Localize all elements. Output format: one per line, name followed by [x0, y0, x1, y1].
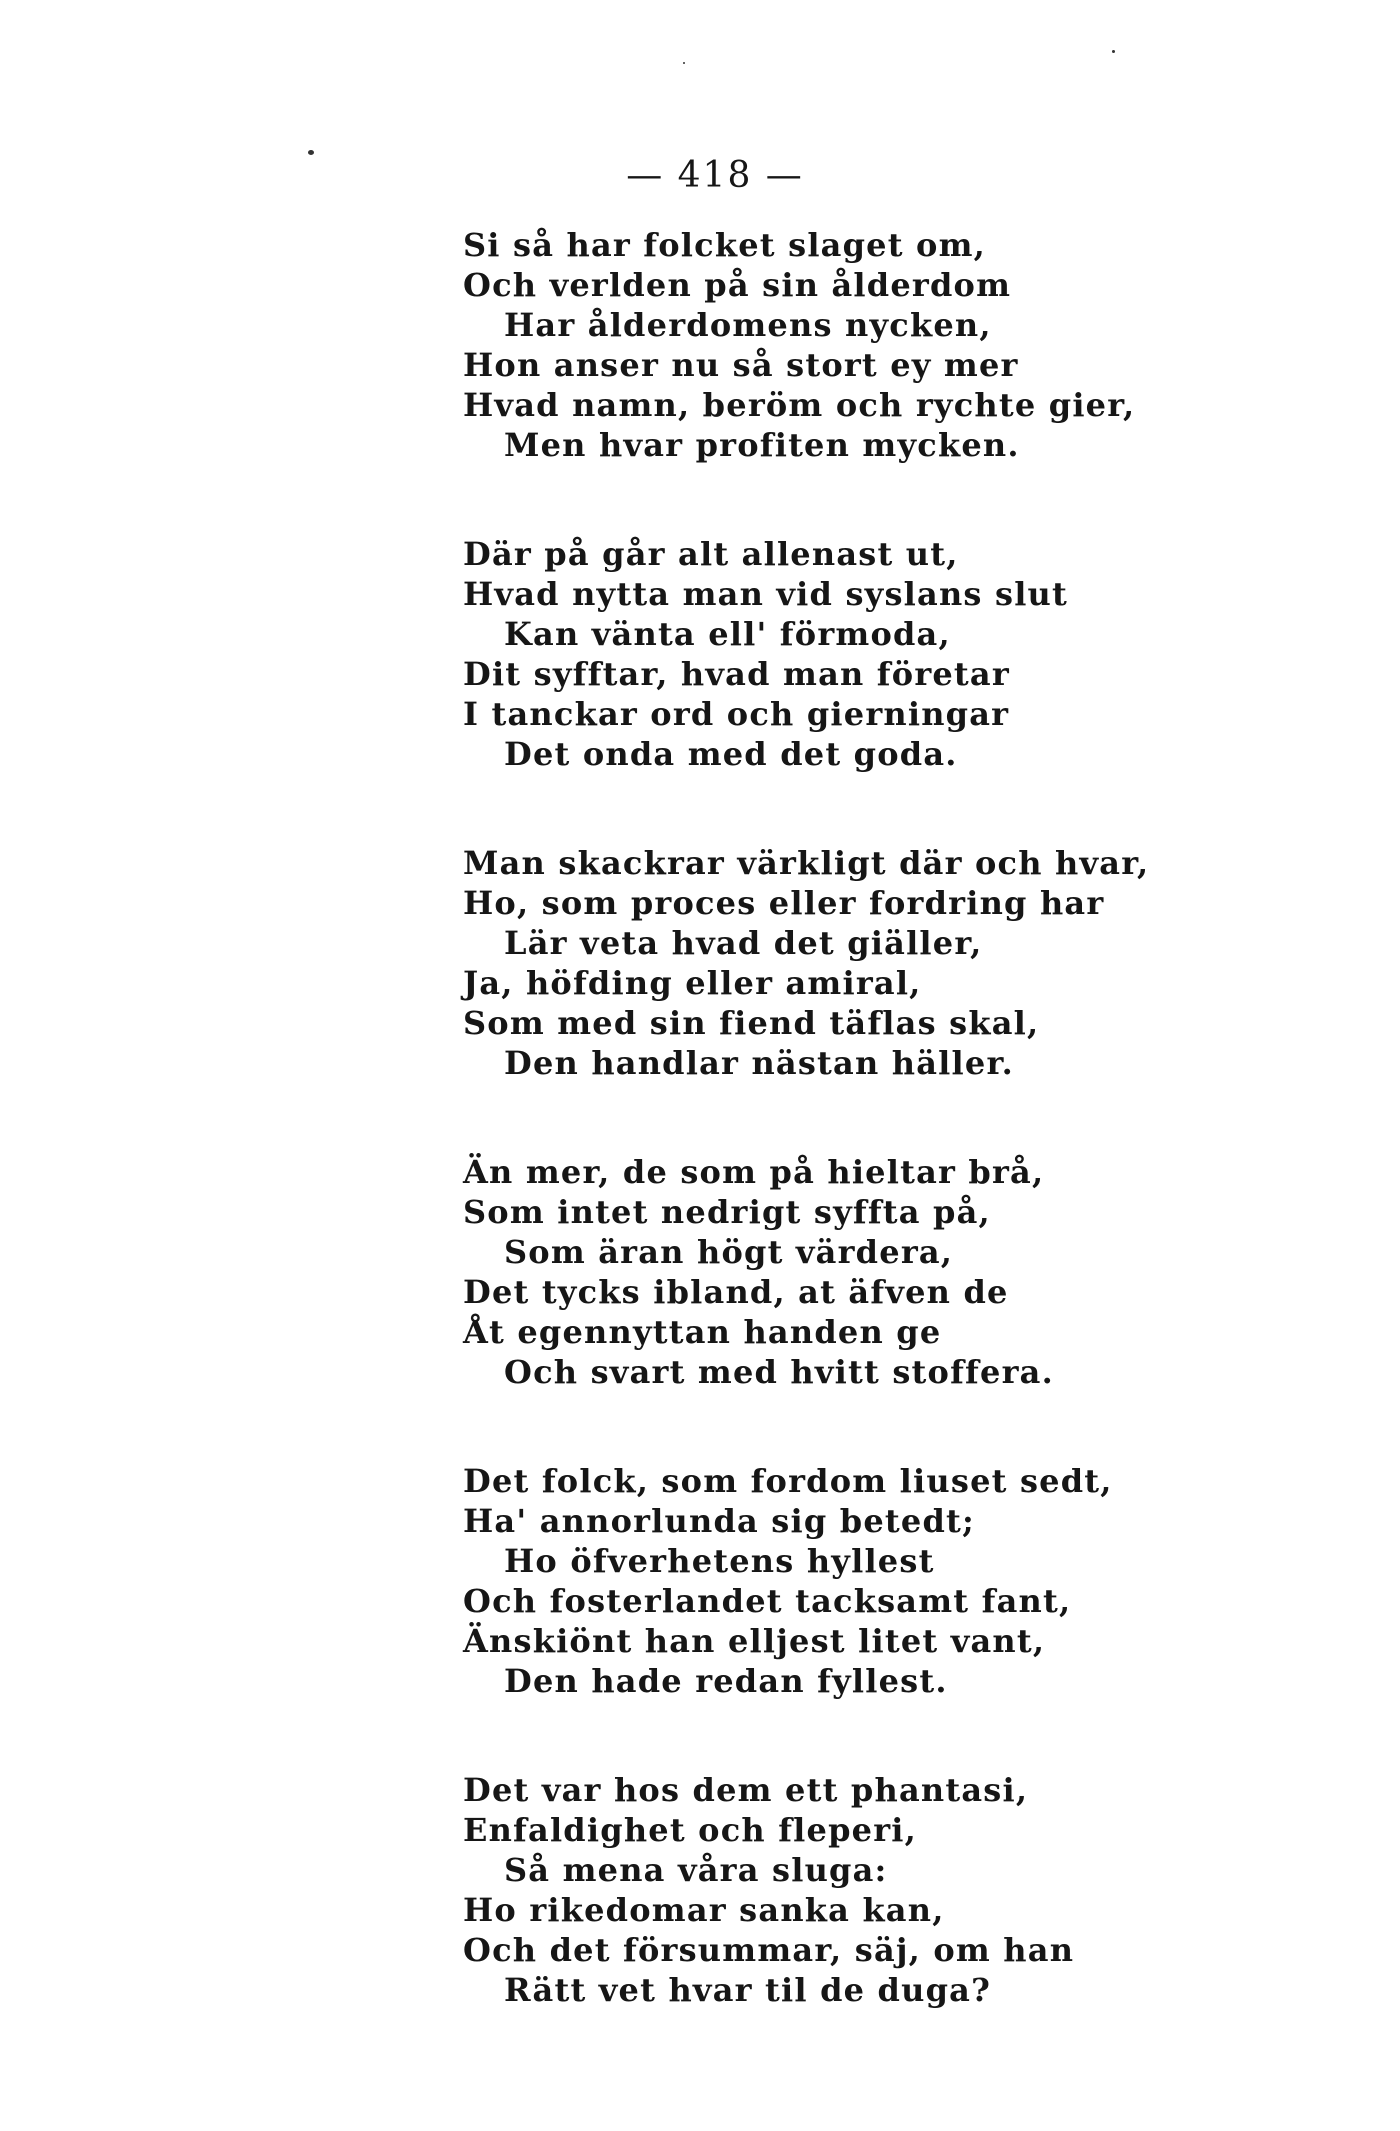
page-number: — 418 — [626, 155, 804, 196]
poem-line: Och verlden på sin ålderdom [463, 266, 1012, 304]
poem-line: Rätt vet hvar til de duga? [504, 1971, 992, 2009]
poem-line: Än mer, de som på hieltar brå, [463, 1153, 1045, 1191]
poem-line: Och fosterlandet tacksamt fant, [463, 1582, 1072, 1620]
stanza-4 [463, 1152, 1363, 1392]
poem-line: Det folck, som fordom liuset sedt, [463, 1462, 1113, 1500]
stanza-1 [463, 225, 1363, 465]
poem-line: I tanckar ord och gierningar [463, 695, 1010, 733]
poem-line: Hon anser nu så stort ey mer [463, 346, 1019, 384]
poem-line: Åt egennyttan handen ge [463, 1313, 942, 1351]
poem-line: Och svart med hvitt stoffera. [504, 1353, 1054, 1391]
poem [463, 225, 1363, 2079]
poem-line: Som med sin fiend täflas skal, [463, 1004, 1040, 1042]
poem-line: Lär veta hvad det giäller, [504, 924, 983, 962]
poem-line: Har ålderdomens nycken, [504, 306, 992, 344]
stanza-5 [463, 1461, 1363, 1701]
poem-line: Ho öfverhetens hyllest [504, 1542, 935, 1580]
poem-line: Den hade redan fyllest. [504, 1662, 948, 1700]
poem-line: Man skackrar värkligt där och hvar, [463, 844, 1150, 882]
poem-line: Kan vänta ell' förmoda, [504, 615, 951, 653]
poem-line: Si så har folcket slaget om, [463, 226, 987, 264]
poem-line: Ja, höfding eller amiral, [463, 964, 922, 1002]
print-speck [1112, 50, 1115, 53]
poem-line: Som intet nedrigt syffta på, [463, 1193, 991, 1231]
poem-line: Som äran högt värdera, [504, 1233, 954, 1271]
poem-line: Där på går alt allenast ut, [463, 535, 959, 573]
print-speck [683, 62, 685, 64]
poem-line: Ha' annorlunda sig betedt; [463, 1502, 976, 1540]
stanza-6 [463, 1770, 1363, 2010]
poem-line: Hvad namn, beröm och rychte gier, [463, 386, 1136, 424]
poem-line: Men hvar profiten mycken. [504, 426, 1020, 464]
poem-line: Det var hos dem ett phantasi, [463, 1771, 1029, 1809]
poem-line: Dit syfftar, hvad man företar [463, 655, 1010, 693]
poem-line: Så mena våra sluga: [504, 1851, 888, 1889]
print-speck [308, 150, 314, 155]
poem-line: Ho rikedomar sanka kan, [463, 1891, 945, 1929]
poem-line: Hvad nytta man vid syslans slut [463, 575, 1068, 613]
stanza-2 [463, 534, 1363, 774]
poem-line: Änskiönt han elljest litet vant, [463, 1622, 1046, 1660]
poem-line: Och det försummar, säj, om han [463, 1931, 1075, 1969]
poem-line: Enfaldighet och fleperi, [463, 1811, 917, 1849]
poem-line: Den handlar nästan häller. [504, 1044, 1014, 1082]
poem-line: Ho, som proces eller fordring har [463, 884, 1105, 922]
stanza-3 [463, 843, 1363, 1083]
poem-line: Det tycks ibland, at äfven de [463, 1273, 1009, 1311]
poem-line: Det onda med det goda. [504, 735, 958, 773]
